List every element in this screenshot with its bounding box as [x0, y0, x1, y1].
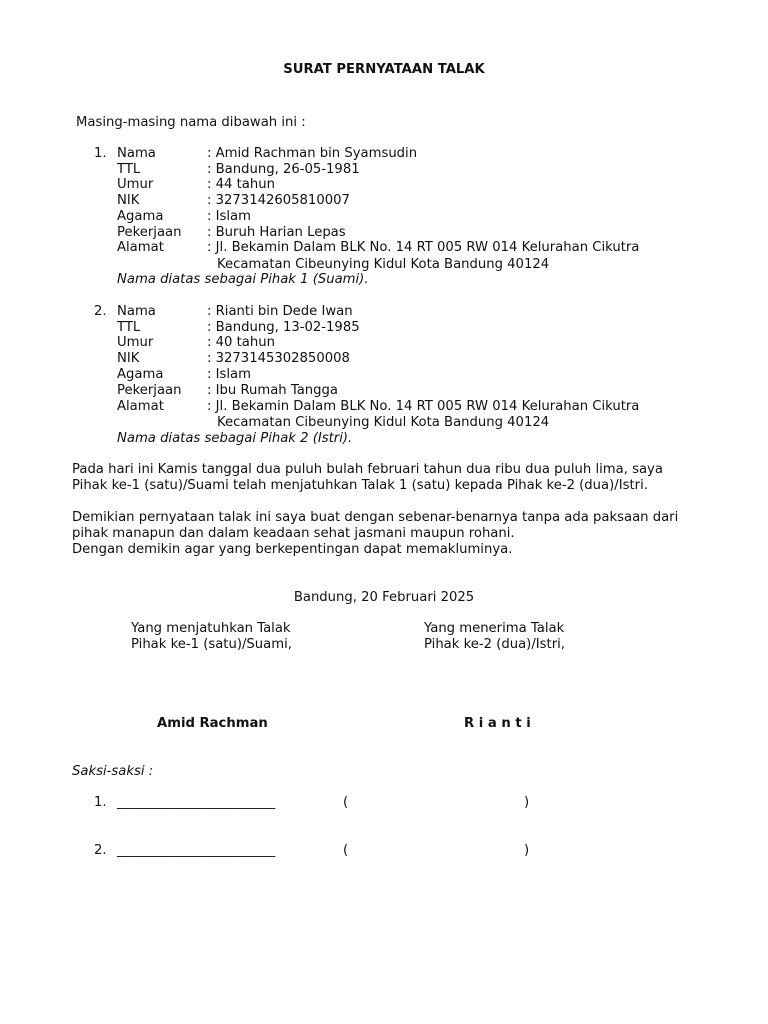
- field-label: NIK: [117, 193, 140, 208]
- party-1-note: Nama diatas sebagai Pihak 1 (Suami).: [117, 272, 369, 287]
- party-1-row-nama: [0, 146, 768, 162]
- party-1-row-alamat: [0, 240, 768, 256]
- party-1-number: 1.: [94, 146, 107, 161]
- field-value: : Bandung, 26-05-1981: [207, 162, 360, 177]
- witness-signature-line: ________________________: [117, 795, 276, 810]
- field-value: : Ibu Rumah Tangga: [207, 383, 338, 398]
- field-label: Agama: [117, 367, 164, 382]
- statement-line-1: Pada hari ini Kamis tanggal dua puluh bulah februari tahun dua ribu dua puluh lima, saya: [72, 462, 663, 477]
- field-label: TTL: [117, 162, 141, 177]
- field-label: Pekerjaan: [117, 225, 182, 240]
- party-2-row-umur: [0, 335, 768, 351]
- right-signer-name: R i a n t i: [464, 716, 531, 731]
- left-signer-name: Amid Rachman: [157, 716, 268, 731]
- witnesses-heading: Saksi-saksi :: [72, 764, 154, 779]
- field-label: Agama: [117, 209, 164, 224]
- field-label: Umur: [117, 177, 154, 192]
- party-2-row-agama: [0, 367, 768, 383]
- field-value: : 3273145302850008: [207, 351, 350, 366]
- field-value: : Rianti bin Dede Iwan: [207, 304, 353, 319]
- left-signer-role-2: Pihak ke-1 (satu)/Suami,: [131, 637, 292, 652]
- field-label: Pekerjaan: [117, 383, 182, 398]
- closing-line-2: pihak manapun dan dalam keadaan sehat jasmani maupun rohani.: [72, 526, 515, 541]
- statement-line-2: Pihak ke-1 (satu)/Suami telah menjatuhkan Talak 1 (satu) kepada Pihak ke-2 (dua)/Istri.: [72, 478, 648, 493]
- party-2-row-pekerjaan: [0, 383, 768, 399]
- party-2-row-alamat: [0, 399, 768, 415]
- field-value: : 40 tahun: [207, 335, 275, 350]
- witness-name-open-paren: (: [343, 843, 349, 858]
- field-label: Alamat: [117, 240, 164, 255]
- field-label: NIK: [117, 351, 140, 366]
- party-1-address-continued: Kecamatan Cibeunying Kidul Kota Bandung 40124: [217, 257, 550, 272]
- field-label: TTL: [117, 320, 141, 335]
- field-label: Nama: [117, 146, 156, 161]
- field-value: : Bandung, 13-02-1985: [207, 320, 360, 335]
- right-signer-role-1: Yang menerima Talak: [424, 621, 565, 636]
- party-1-row-agama: [0, 209, 768, 225]
- place-date: Bandung, 20 Februari 2025: [293, 590, 475, 605]
- witness-number: 1.: [94, 795, 107, 810]
- field-label: Umur: [117, 335, 154, 350]
- party-1-row-umur: [0, 177, 768, 193]
- party-1-row-ttl: [0, 162, 768, 178]
- intro-text: Masing-masing nama dibawah ini :: [76, 115, 306, 130]
- field-value: : Islam: [207, 367, 251, 382]
- field-value: : 3273142605810007: [207, 193, 350, 208]
- closing-line-3: Dengan demikin agar yang berkepentingan dapat memakluminya.: [72, 542, 513, 557]
- party-2-address-continued: Kecamatan Cibeunying Kidul Kota Bandung 40124: [217, 415, 550, 430]
- party-2-note: Nama diatas sebagai Pihak 2 (Istri).: [117, 431, 353, 446]
- field-value: : Jl. Bekamin Dalam BLK No. 14 RT 005 RW 014 Kelurahan Cikutra: [207, 399, 640, 414]
- party-2-row-nik: [0, 351, 768, 367]
- witness-number: 2.: [94, 843, 107, 858]
- witness-name-close-paren: ): [524, 843, 530, 858]
- witness-name-open-paren: (: [343, 795, 349, 810]
- field-value: : Buruh Harian Lepas: [207, 225, 346, 240]
- field-value: : Amid Rachman bin Syamsudin: [207, 146, 418, 161]
- document-title: SURAT PERNYATAAN TALAK: [283, 62, 485, 77]
- party-2-number: 2.: [94, 304, 107, 319]
- party-2-row-ttl: [0, 320, 768, 336]
- right-signer-role-2: Pihak ke-2 (dua)/Istri,: [424, 637, 565, 652]
- field-label: Nama: [117, 304, 156, 319]
- field-label: Alamat: [117, 399, 164, 414]
- party-2-row-nama: [0, 304, 768, 320]
- party-1-row-pekerjaan: [0, 225, 768, 241]
- field-value: : Jl. Bekamin Dalam BLK No. 14 RT 005 RW 014 Kelurahan Cikutra: [207, 240, 640, 255]
- party-1-row-nik: [0, 193, 768, 209]
- field-value: : Islam: [207, 209, 251, 224]
- closing-line-1: Demikian pernyataan talak ini saya buat dengan sebenar-benarnya tanpa ada paksaan dari: [72, 510, 679, 525]
- witness-name-close-paren: ): [524, 795, 530, 810]
- witness-signature-line: ________________________: [117, 843, 276, 858]
- left-signer-role-1: Yang menjatuhkan Talak: [131, 621, 291, 636]
- field-value: : 44 tahun: [207, 177, 275, 192]
